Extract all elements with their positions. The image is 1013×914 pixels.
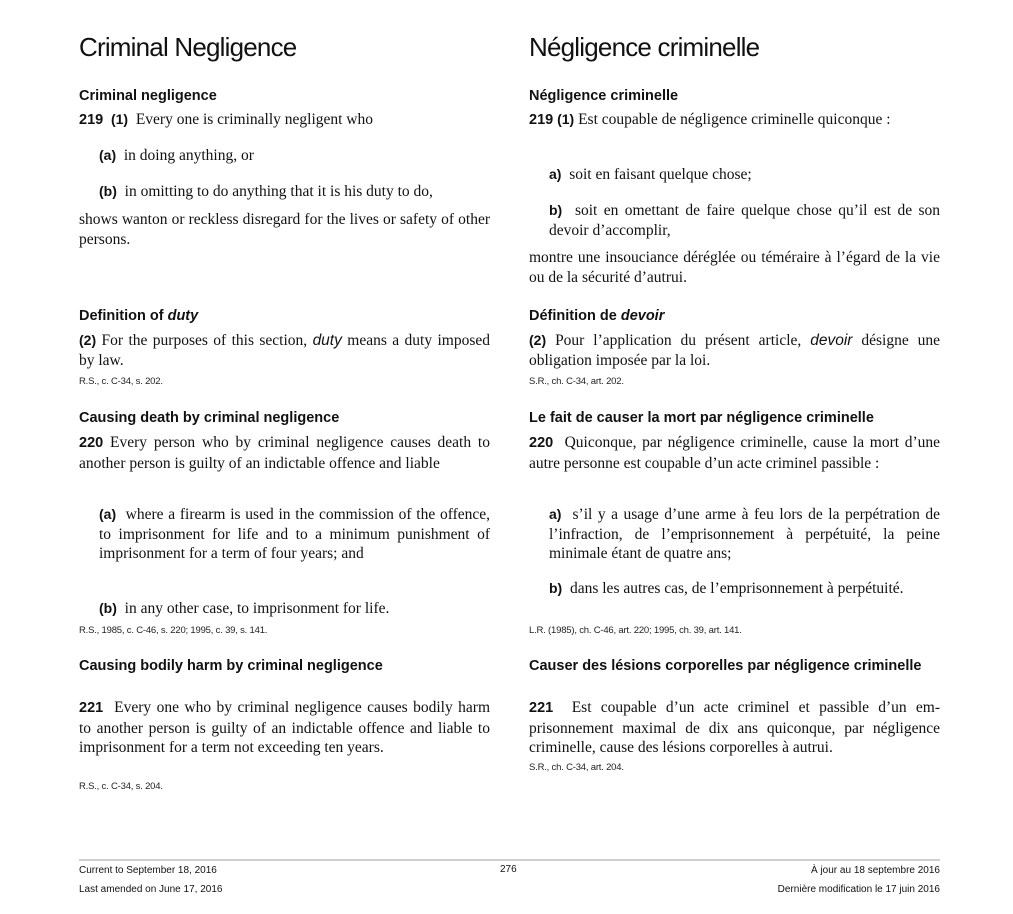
paragraph-text: where a firearm is used in the commission of the offence, to imprisonment for life and to a minimum punishment of imprisonment for a term of four years; and [99,506,491,562]
definition-text: means a duty imposed by law. [79,332,491,369]
marginal-note-219-en: Criminal negligence [79,88,217,104]
subsection-label: (2) [79,332,97,348]
paragraph-text: in any other case, to imprisonment for life. [124,600,390,617]
paragraph-text: s’il y a usage d’une arme à feu lors de la perpétration de l’infraction, de l’emprisonnement à perpétuité, la peine minimale étant de quatre ans; [549,506,940,562]
defined-term: duty [167,308,199,324]
section-219-2-fr [529,331,940,370]
section-number: 220 [529,435,554,451]
paragraph-text: soit en faisant quelque chose; [569,166,752,183]
marginal-note-219-fr: Négligence criminelle [529,88,679,104]
note-prefix: Définition de [529,308,621,324]
definition-text: désigne une obligation imposée par la loi. [529,332,941,369]
paragraph-b-fr [529,201,940,240]
footer-current-fr: À jour au 18 septembre 2016 [811,865,940,876]
section-text: Every one is criminally negligent who [135,111,374,128]
paragraph-label: b) [549,580,563,596]
page-number: 276 [500,864,517,875]
paragraph-b-220-en [79,599,490,619]
section-number: 221 [529,700,554,716]
section-219-2-en [79,331,490,370]
paragraph-label: (a) [99,506,117,522]
history-note-219-en: R.S., c. C-34, s. 202. [79,376,163,387]
section-220-en [79,433,490,473]
history-note-220-en: R.S., 1985, c. C-46, s. 220; 1995, c. 39, s. 141. [79,625,268,636]
subsection-label: (1) [557,111,575,127]
section-text: Every person who by criminal negligence causes death to another person is guilty of an indictable offence and liable [79,434,490,472]
defined-term: devoir [810,332,853,349]
marginal-note-221-en: Causing bodily harm by criminal negligence [79,658,383,674]
section-text: Est coupable de négligence criminelle quiconque : [578,111,891,128]
paragraph-text: in doing anything, or [123,147,254,164]
section-number: 219 [79,112,104,128]
history-note-221-en: R.S., c. C-34, s. 204. [79,781,163,792]
section-text: Quiconque, par négligence criminelle, cause la mort d’une autre personne est coupable d’un acte criminel passible : [529,434,941,472]
marginal-note-221-fr: Causer des lésions corporelles par négligence criminelle [529,658,922,674]
section-219-1-fr [529,110,940,131]
paragraph-text: dans les autres cas, de l’emprisonnement à perpétuité. [569,580,904,597]
footer-current-en: Current to September 18, 2016 [79,865,217,876]
section-221-en [79,698,490,758]
paragraph-b-220-fr [529,579,940,599]
subsection-label: (1) [110,111,129,127]
history-note-219-fr: S.R., ch. C-34, art. 202. [529,376,624,387]
paragraph-text: soit en omettant de faire quelque chose qu’il est de son devoir d’accomplir, [549,202,940,239]
marginal-note-220-fr: Le fait de causer la mort par négligence criminelle [529,410,874,426]
paragraph-label: b) [549,202,563,218]
defined-term: devoir [620,308,665,324]
closing-text-en: shows wanton or reckless disregard for the lives or safety of other persons. [79,211,490,248]
section-text: Every one who by criminal negligence causes bodily harm to another person is guilty of an indictable offence and liable to imprisonment for a term not exceeding ten years. [79,699,490,756]
marginal-note-219-2-fr [529,307,940,325]
paragraph-b-en [79,182,490,202]
paragraph-label: a) [549,166,562,182]
paragraph-label: (b) [99,183,117,199]
subsection-label: (2) [529,332,547,348]
history-note-221-fr: S.R., ch. C-34, art. 204. [529,762,624,773]
definition-text: Pour l’application du présent article, [555,332,811,349]
history-note-220-fr: L.R. (1985), ch. C-46, art. 220; 1995, ch. 39, art. 141. [529,625,742,636]
paragraph-a-fr [529,165,940,185]
page-title-fr: Négligence criminelle [529,32,760,62]
paragraph-label: (b) [99,600,117,616]
paragraph-a-220-fr [529,505,940,564]
marginal-note-220-en: Causing death by criminal negligence [79,410,340,426]
footer-amended-en: Last amended on June 17, 2016 [79,884,223,895]
section-219-1-en [79,110,490,131]
closing-text-fr: montre une insouciance déréglée ou téméraire à l’égard de la vie ou de la sécurité d’autrui. [529,249,940,286]
paragraph-text: in omitting to do anything that it is his duty to do, [124,183,433,200]
paragraph-a-220-en [79,505,490,564]
paragraph-label: (a) [99,147,117,163]
paragraph-a-en [79,146,490,166]
marginal-note-219-2-en [79,307,490,325]
paragraph-label: a) [549,506,562,522]
section-221-fr [529,698,940,758]
section-number: 220 [79,435,104,451]
footer-divider [79,859,940,861]
section-number: 221 [79,700,104,716]
section-220-fr [529,433,940,473]
defined-term: duty [312,332,342,349]
page-title-en: Criminal Negligence [79,32,297,62]
section-text: Est coupable d’un acte criminel et passible d’un emprisonnement maximal de dix ans quiconque, par négligence criminelle, cause des lésions corporelles à autrui. [529,699,940,756]
footer-amended-fr: Dernière modification le 17 juin 2016 [777,884,940,895]
section-number: 219 [529,112,554,128]
note-prefix: Definition of [79,308,168,324]
definition-text: For the purposes of this section, [101,332,313,349]
